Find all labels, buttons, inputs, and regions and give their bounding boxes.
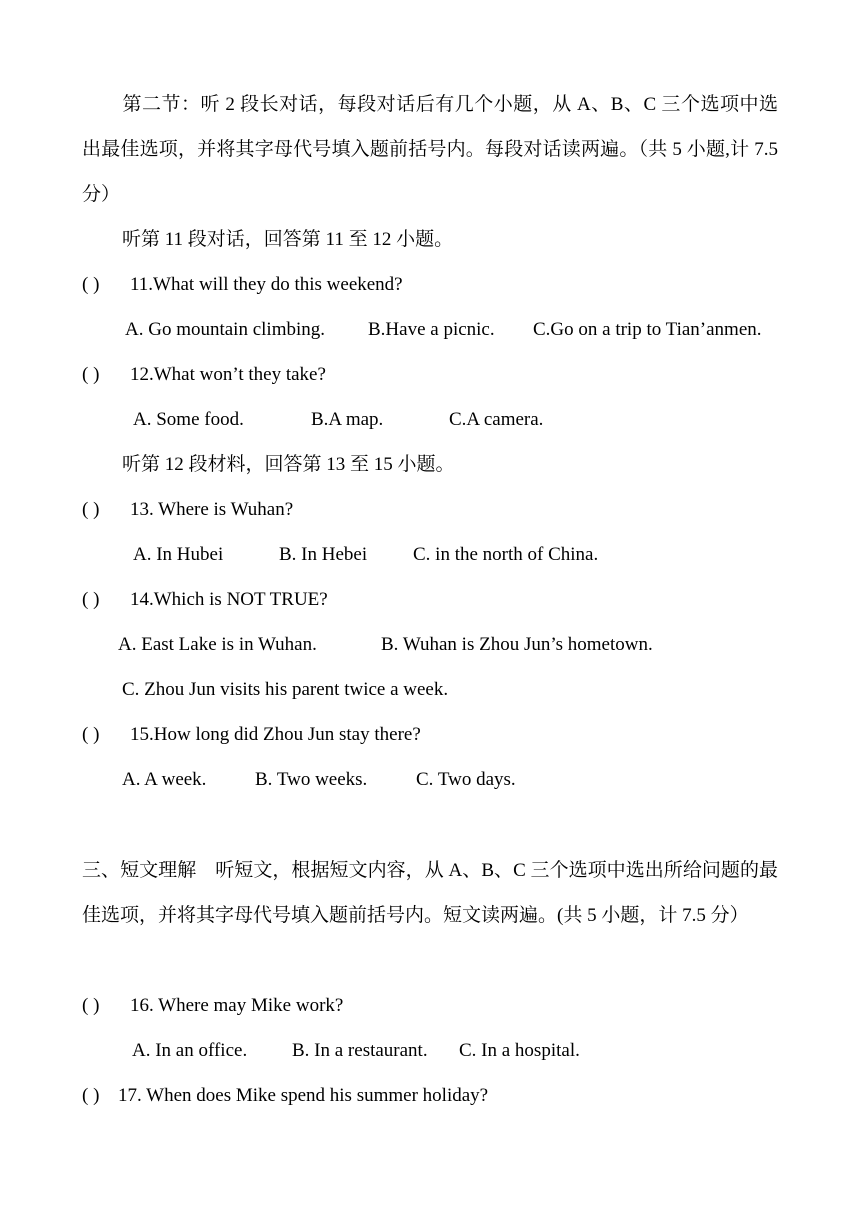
q14-option-a: A. East Lake is in Wuhan. xyxy=(118,634,317,655)
q12-question: 12.What won’t they take? xyxy=(130,364,326,385)
q13-option-a: A. In Hubei xyxy=(133,544,224,565)
q11-answer-paren[interactable]: ( ) xyxy=(82,274,100,295)
q16-answer-paren[interactable]: ( ) xyxy=(82,995,100,1016)
q12-option-c: C.A camera. xyxy=(449,409,544,430)
q11-option-b: B.Have a picnic. xyxy=(368,319,495,340)
q15-option-b: B. Two weeks. xyxy=(255,769,368,790)
section2-instructions xyxy=(82,82,778,217)
q15-option-a: A. A week. xyxy=(122,769,207,790)
q11-option-a: A. Go mountain climbing. xyxy=(125,319,326,340)
q12-option-a: A. Some food. xyxy=(133,409,244,430)
q14-answer-paren[interactable]: ( ) xyxy=(82,589,100,610)
q12-answer-paren[interactable]: ( ) xyxy=(82,364,100,385)
q13-question: 13. Where is Wuhan? xyxy=(130,499,294,520)
q15-option-c: C. Two days. xyxy=(416,769,516,790)
q14-option-c: C. Zhou Jun visits his parent twice a week. xyxy=(122,679,449,700)
q17-question: 17. When does Mike spend his summer holiday? xyxy=(118,1085,489,1106)
q11-question: 11.What will they do this weekend? xyxy=(130,274,403,295)
q17-answer-paren[interactable]: ( ) xyxy=(82,1085,100,1106)
q16-option-a: A. In an office. xyxy=(132,1040,248,1061)
q11-option-c: C.Go on a trip to Tian’anmen. xyxy=(533,319,762,340)
section3-instructions: 三、短文理解 听短文，根据短文内容，从 A、B、C 三个选项中选出所给问题的最佳选项，并将其字母代号填入题前括号内。短文读两遍。(共 5 小题，计 7.5 分） xyxy=(82,860,778,926)
q15-question: 15.How long did Zhou Jun stay there? xyxy=(130,724,421,745)
section2-instructions-text: 第二节：听 2 段长对话，每段对话后有几个小题，从 A、B、C 三个选项中选出最佳选项，并将其字母代号填入题前括号内。每段对话读两遍。（共 5 小题,计 7.5 分） xyxy=(82,94,778,205)
dialogue11-intro: 听第 11 段对话，回答第 11 至 12 小题。 xyxy=(122,229,454,250)
q15-answer-paren[interactable]: ( ) xyxy=(82,724,100,745)
q14-option-b: B. Wuhan is Zhou Jun’s hometown. xyxy=(381,634,653,655)
q14-question: 14.Which is NOT TRUE? xyxy=(130,589,328,610)
q16-question: 16. Where may Mike work? xyxy=(130,995,344,1016)
dialogue12-intro: 听第 12 段材料，回答第 13 至 15 小题。 xyxy=(122,454,455,475)
q13-option-c: C. in the north of China. xyxy=(413,544,599,565)
q13-answer-paren[interactable]: ( ) xyxy=(82,499,100,520)
q13-option-b: B. In Hebei xyxy=(279,544,368,565)
q16-option-b: B. In a restaurant. xyxy=(292,1040,428,1061)
q12-option-b: B.A map. xyxy=(311,409,384,430)
q16-option-c: C. In a hospital. xyxy=(459,1040,580,1061)
